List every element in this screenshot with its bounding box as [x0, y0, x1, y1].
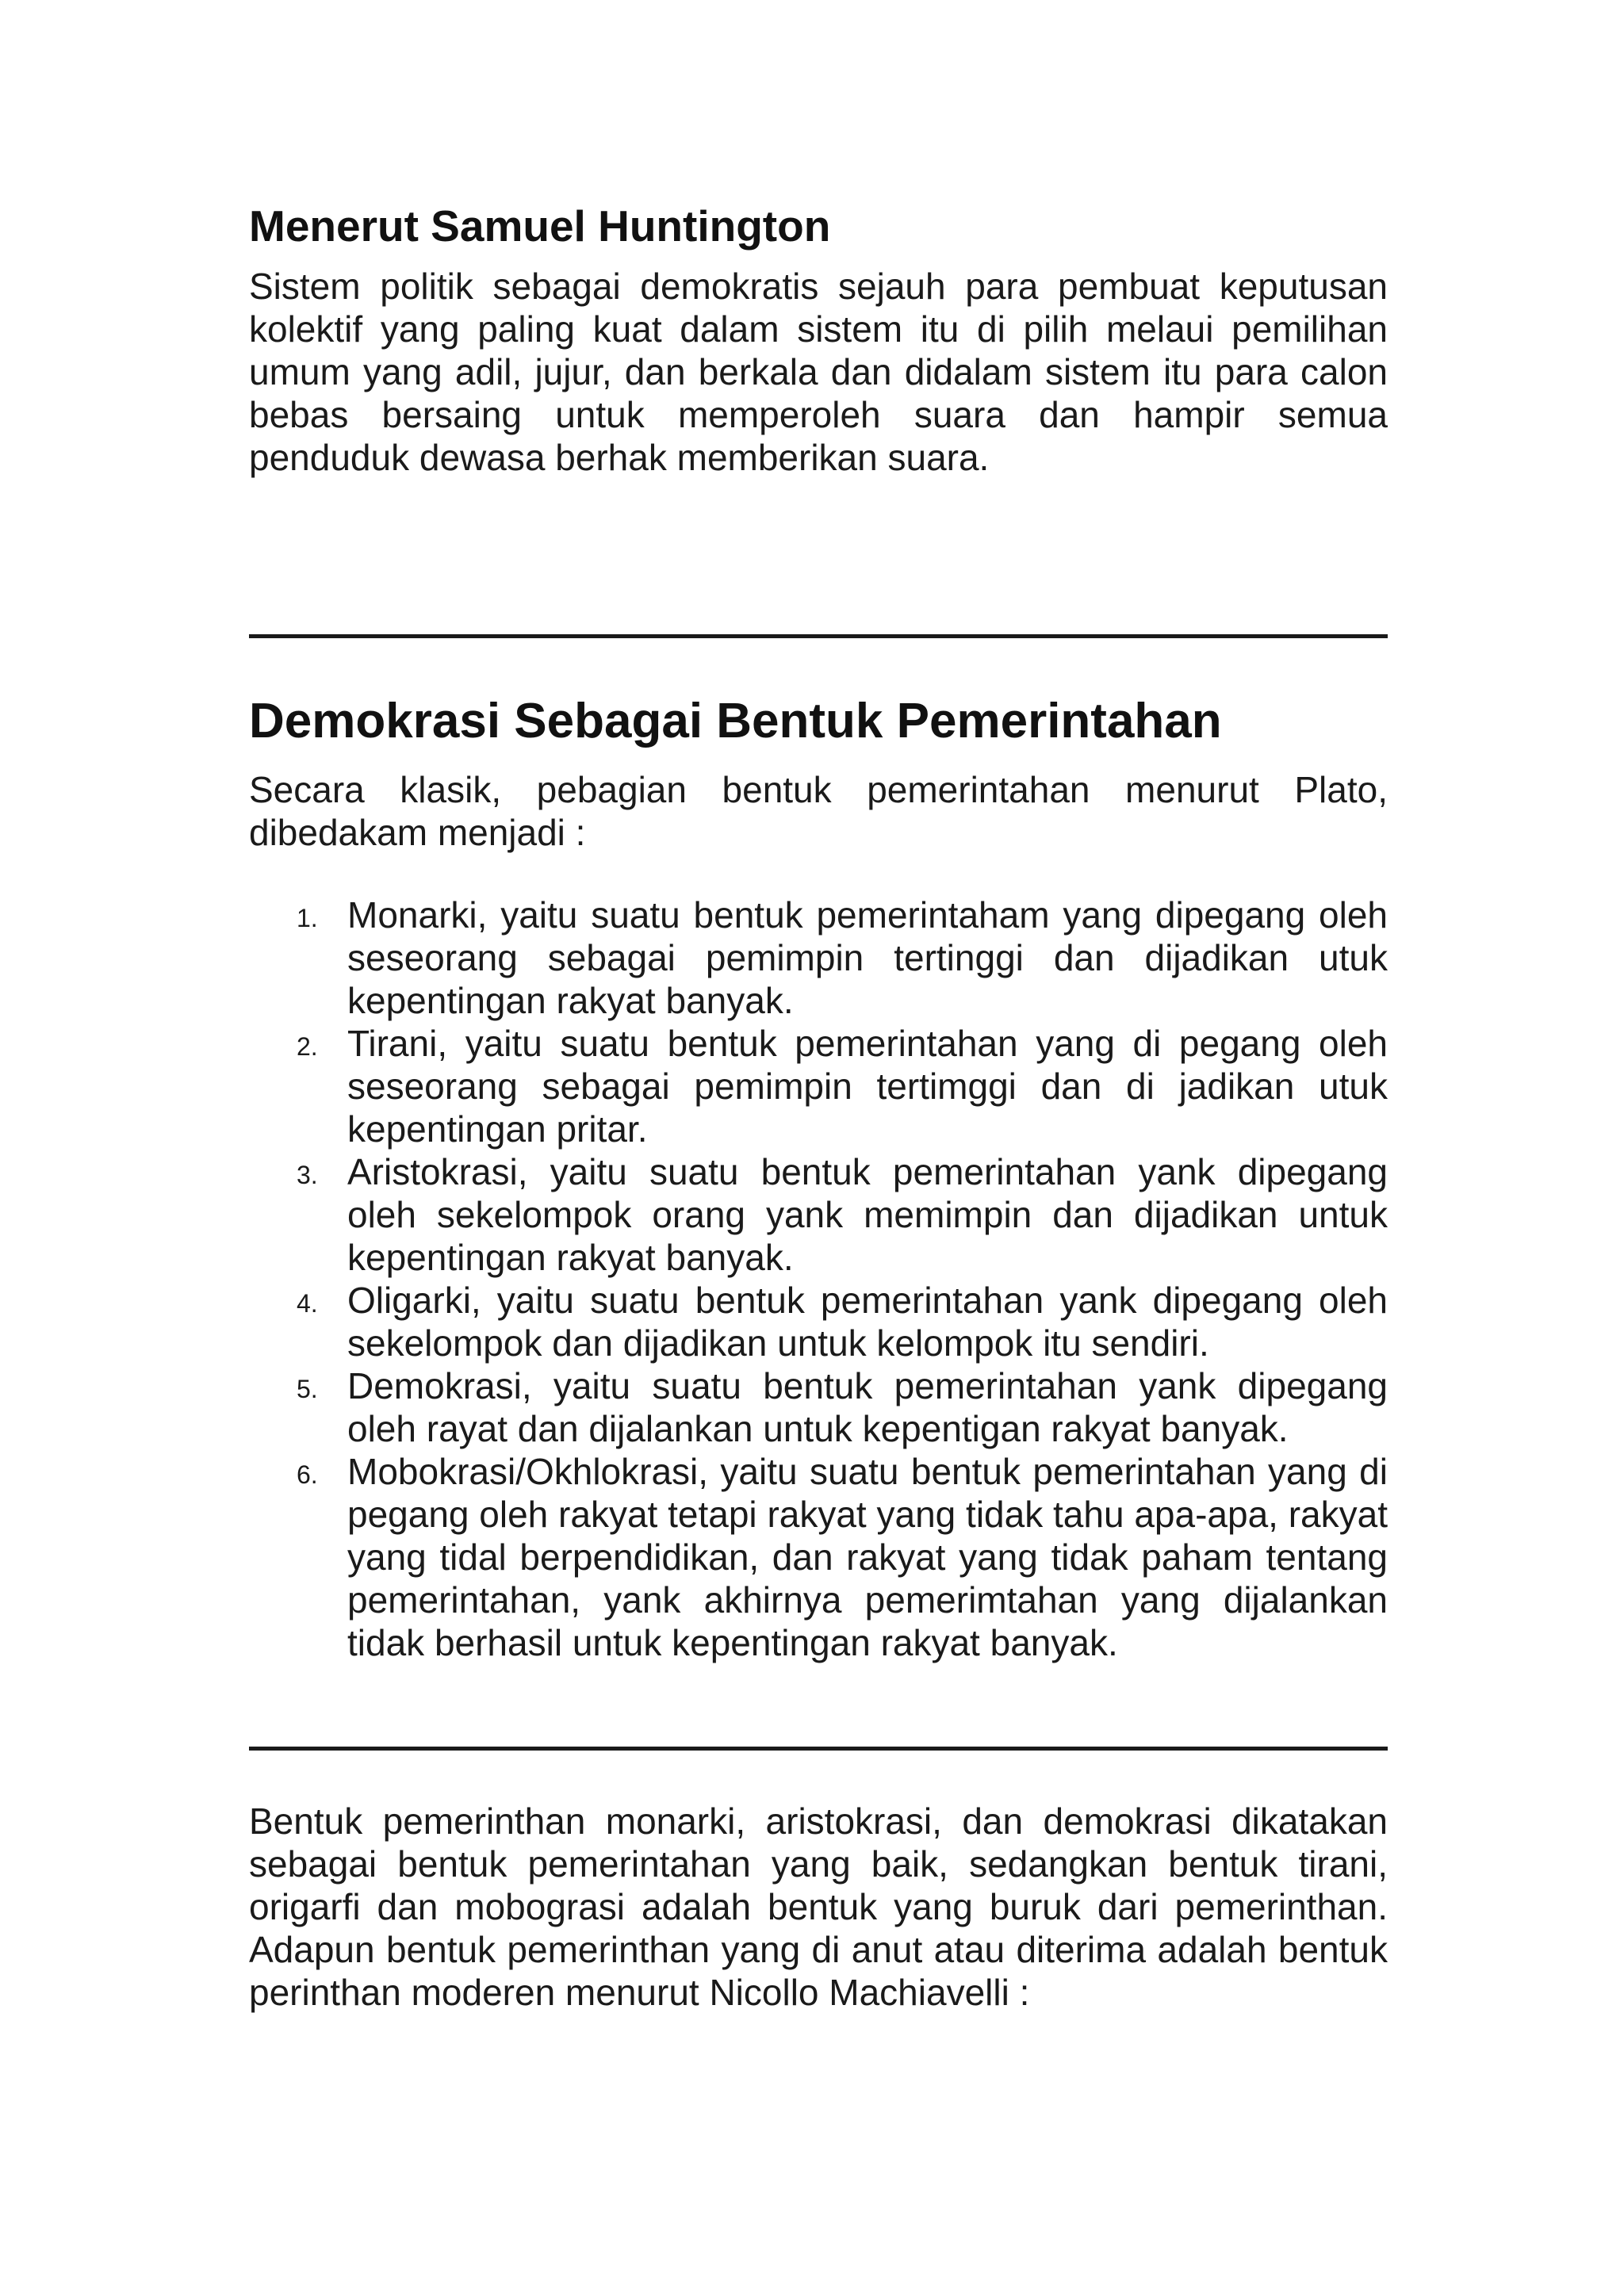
list-item [249, 894, 1388, 1022]
section-intro-paragraph: Secara klasik, pebagian bentuk pemerintahan menurut Plato, dibedakam menjadi : [249, 769, 1388, 854]
horizontal-divider [249, 1747, 1388, 1751]
closing-paragraph: Bentuk pemerinthan monarki, aristokrasi, dan demokrasi dikatakan sebagai bentuk pemerintahan yang baik, sedangkan bentuk tirani, origarfi dan mobograsi adalah bentuk yang buruk dari pemerinthan. Adapun bentuk pemerinthan yang di anut atau diterima adalah bentuk perinthan moderen menurut Nicollo Machiavelli : [249, 1800, 1388, 2014]
list-item-text: Mobokrasi/Okhlokrasi, yaitu suatu bentuk pemerintahan yang di pegang oleh rakyat tetapi rakyat yang tidak tahu apa-apa, rakyat yang tidal berpendidikan, dan rakyat yang tidak paham tentang pemerintahan, yank akhirnya pemerimtahan yang dijalankan tidak berhasil untuk kepentingan rakyat banyak. [347, 1451, 1388, 1664]
document-page [249, 190, 1388, 2014]
section-paragraph-huntington: Sistem politik sebagai demokratis sejauh para pembuat keputusan kolektif yang paling kuat dalam sistem itu di pilih melaui pemilihan umum yang adil, jujur, dan berkala dan didalam sistem itu para calon bebas bersaing untuk memperoleh suara dan hampir semua penduduk dewasa berhak memberikan suara. [249, 266, 1388, 478]
list-item-number: 6. [297, 1460, 318, 1490]
list-item-text: Demokrasi, yaitu suatu bentuk pemerintahan yank dipegang oleh rayat dan dijalankan untuk kepentigan rakyat banyak. [347, 1365, 1388, 1450]
list-item [249, 1022, 1388, 1150]
list-item-text: Oligarki, yaitu suatu bentuk pemerintahan yank dipegang oleh sekelompok dan dijadikan untuk kelompok itu sendiri. [347, 1280, 1388, 1364]
horizontal-divider [249, 634, 1388, 638]
list-item [249, 1364, 1388, 1450]
list-item-number: 4. [297, 1289, 318, 1318]
list-item [249, 1150, 1388, 1279]
section-heading-huntington: Menerut Samuel Huntington [249, 201, 831, 251]
numbered-list [249, 894, 1388, 1664]
list-item-number: 3. [297, 1161, 318, 1190]
list-item [249, 1450, 1388, 1664]
list-item-text: Aristokrasi, yaitu suatu bentuk pemerintahan yank dipegang oleh sekelompok orang yank memimpin dan dijadikan untuk kepentingan rakyat banyak. [347, 1151, 1388, 1279]
section-heading-bentuk-pemerintahan: Demokrasi Sebagai Bentuk Pemerintahan [249, 694, 1222, 748]
list-item-number: 5. [297, 1375, 318, 1404]
list-item-number: 2. [297, 1032, 318, 1062]
list-item [249, 1279, 1388, 1364]
list-item-text: Monarki, yaitu suatu bentuk pemerintaham yang dipegang oleh seseorang sebagai pemimpin tertinggi dan dijadikan utuk kepentingan rakyat banyak. [347, 894, 1388, 1022]
list-item-text: Tirani, yaitu suatu bentuk pemerintahan yang di pegang oleh seseorang sebagai pemimpin tertimggi dan di jadikan utuk kepentingan pritar. [347, 1023, 1388, 1150]
list-item-number: 1. [297, 904, 318, 933]
